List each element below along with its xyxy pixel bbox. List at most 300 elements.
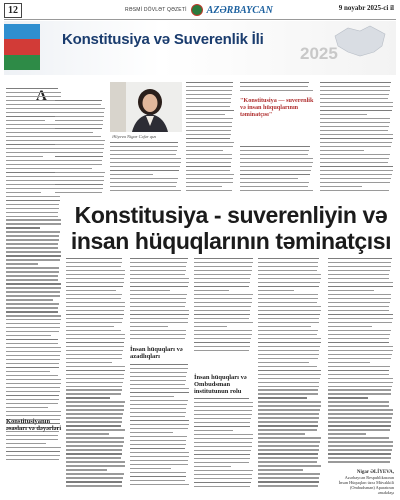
issue-date: 9 noyabr 2025-ci il bbox=[338, 4, 394, 12]
text-line bbox=[6, 439, 58, 440]
text-line bbox=[240, 86, 308, 87]
text-line bbox=[130, 338, 185, 339]
text-line bbox=[66, 477, 123, 478]
text-line bbox=[258, 294, 318, 295]
text-line bbox=[194, 338, 251, 339]
text-line bbox=[6, 120, 45, 121]
text-line bbox=[328, 386, 392, 387]
text-line bbox=[130, 464, 188, 465]
text-line bbox=[6, 223, 61, 224]
text-line bbox=[130, 286, 188, 287]
text-line bbox=[66, 481, 122, 482]
text-line bbox=[6, 347, 61, 348]
text-line bbox=[194, 402, 253, 403]
text-line bbox=[110, 190, 181, 191]
text-line bbox=[328, 433, 366, 434]
text-line bbox=[186, 170, 230, 171]
text-line bbox=[186, 162, 231, 163]
text-line bbox=[66, 421, 122, 422]
text-line bbox=[6, 180, 58, 181]
text-line bbox=[194, 434, 253, 435]
text-line bbox=[6, 227, 40, 228]
text-line bbox=[328, 358, 391, 359]
text-line bbox=[130, 404, 187, 405]
text-line bbox=[320, 190, 389, 191]
text-line bbox=[258, 378, 320, 379]
text-line bbox=[6, 88, 58, 89]
text-line bbox=[194, 486, 250, 487]
text-line bbox=[6, 247, 58, 248]
banner-title: Konstitusiya və Suverenlik İli bbox=[62, 31, 264, 48]
text-line bbox=[328, 350, 393, 351]
text-line bbox=[66, 342, 124, 343]
text-line bbox=[194, 310, 250, 311]
text-line bbox=[258, 318, 319, 319]
text-line bbox=[186, 90, 232, 91]
text-line bbox=[66, 401, 125, 402]
text-line bbox=[66, 386, 122, 387]
text-line bbox=[55, 140, 105, 141]
text-line bbox=[258, 354, 319, 355]
text-line bbox=[258, 417, 319, 418]
column-4 bbox=[194, 258, 254, 354]
text-line bbox=[6, 271, 59, 272]
text-line bbox=[328, 318, 393, 319]
text-line bbox=[258, 481, 319, 482]
text-line bbox=[6, 319, 61, 320]
text-line bbox=[194, 438, 253, 439]
column-2 bbox=[66, 258, 126, 490]
text-line bbox=[6, 255, 61, 256]
text-line bbox=[328, 457, 391, 458]
text-line bbox=[194, 262, 253, 263]
text-line bbox=[130, 364, 188, 365]
text-line bbox=[186, 158, 232, 159]
text-line bbox=[328, 409, 393, 410]
text-line bbox=[110, 146, 178, 147]
text-line bbox=[130, 472, 186, 473]
text-line bbox=[194, 406, 253, 407]
text-line bbox=[328, 441, 393, 442]
text-line bbox=[186, 114, 225, 115]
text-line bbox=[6, 403, 58, 404]
text-line bbox=[66, 366, 125, 367]
text-line bbox=[66, 453, 122, 454]
text-line bbox=[328, 366, 390, 367]
text-line bbox=[194, 334, 252, 335]
text-line bbox=[186, 150, 223, 151]
text-line bbox=[258, 401, 321, 402]
text-line bbox=[186, 106, 230, 107]
text-line bbox=[258, 409, 320, 410]
text-line bbox=[186, 154, 232, 155]
text-line bbox=[194, 350, 249, 351]
text-line bbox=[320, 154, 390, 155]
text-line bbox=[6, 104, 60, 105]
text-line bbox=[130, 468, 171, 469]
article-headline bbox=[66, 202, 396, 254]
text-line bbox=[6, 367, 59, 368]
text-line bbox=[66, 350, 123, 351]
text-line bbox=[130, 420, 189, 421]
text-line bbox=[328, 378, 393, 379]
text-line bbox=[328, 314, 393, 315]
text-line bbox=[258, 286, 319, 287]
text-line bbox=[130, 412, 186, 413]
pull-quote-text: "Konstitusiya — suverenlik və insan hüquqlarının təminatçısı" bbox=[240, 97, 314, 118]
author-signature bbox=[336, 470, 394, 495]
text-line bbox=[66, 417, 122, 418]
headline-line-1: Konstitusiya - suverenliyin və bbox=[74, 202, 388, 228]
subhead-rights: İnsan hüquqları və azadlıqları bbox=[130, 346, 183, 360]
text-line bbox=[194, 286, 249, 287]
text-line bbox=[55, 152, 103, 153]
text-line bbox=[55, 172, 105, 173]
text-line bbox=[258, 421, 318, 422]
text-line bbox=[130, 484, 189, 485]
text-line bbox=[258, 282, 320, 283]
text-line bbox=[186, 138, 230, 139]
text-line bbox=[55, 176, 104, 177]
text-line bbox=[258, 461, 317, 462]
column-1 bbox=[6, 88, 62, 466]
text-line bbox=[66, 298, 121, 299]
text-line bbox=[66, 334, 125, 335]
text-line bbox=[258, 469, 303, 470]
text-line bbox=[258, 310, 321, 311]
text-line bbox=[6, 100, 60, 101]
text-line bbox=[258, 342, 321, 343]
headline-line-2: insan hüquqlarının təminatçısı bbox=[70, 228, 392, 254]
text-line bbox=[194, 458, 250, 459]
text-line bbox=[6, 192, 41, 193]
text-line bbox=[194, 442, 252, 443]
flag-icon bbox=[4, 24, 40, 70]
text-line bbox=[130, 330, 186, 331]
text-line bbox=[328, 382, 393, 383]
text-line bbox=[328, 374, 389, 375]
text-line bbox=[55, 124, 103, 125]
text-line bbox=[55, 180, 104, 181]
text-line bbox=[194, 470, 253, 471]
text-line bbox=[66, 413, 123, 414]
text-line bbox=[6, 379, 61, 380]
text-line bbox=[258, 258, 319, 259]
text-line bbox=[186, 98, 231, 99]
text-line bbox=[6, 259, 60, 260]
text-line bbox=[328, 294, 391, 295]
text-line bbox=[6, 287, 61, 288]
text-line bbox=[6, 267, 59, 268]
text-line bbox=[328, 258, 392, 259]
text-line bbox=[328, 302, 390, 303]
text-line bbox=[328, 429, 390, 430]
text-line bbox=[66, 286, 123, 287]
text-line bbox=[194, 318, 249, 319]
text-line bbox=[258, 429, 317, 430]
text-line bbox=[194, 298, 252, 299]
text-line bbox=[328, 437, 389, 438]
text-line bbox=[240, 162, 313, 163]
subhead-foundations: Konstitusiyanın əsasları və dəyərləri bbox=[6, 418, 62, 432]
text-line bbox=[240, 158, 313, 159]
text-line bbox=[55, 112, 104, 113]
text-line bbox=[328, 274, 389, 275]
text-line bbox=[240, 154, 308, 155]
text-line bbox=[186, 190, 232, 191]
text-line bbox=[194, 346, 250, 347]
text-line bbox=[258, 397, 307, 398]
text-line bbox=[66, 405, 124, 406]
text-line bbox=[130, 278, 189, 279]
text-line bbox=[130, 298, 186, 299]
text-line bbox=[66, 314, 124, 315]
text-line bbox=[194, 270, 252, 271]
text-line bbox=[258, 370, 321, 371]
text-line bbox=[130, 334, 186, 335]
text-line bbox=[328, 298, 391, 299]
text-line bbox=[66, 469, 107, 470]
text-line bbox=[130, 258, 188, 259]
text-line bbox=[6, 339, 58, 340]
masthead bbox=[125, 3, 285, 17]
text-line bbox=[240, 190, 313, 191]
text-line bbox=[258, 346, 320, 347]
text-line bbox=[55, 144, 104, 145]
text-line bbox=[6, 383, 61, 384]
text-line bbox=[186, 86, 233, 87]
text-line bbox=[258, 270, 317, 271]
text-line bbox=[320, 182, 390, 183]
text-line bbox=[6, 411, 61, 412]
text-line bbox=[110, 178, 178, 179]
text-line bbox=[6, 243, 58, 244]
column-4-top bbox=[186, 82, 234, 196]
text-line bbox=[130, 384, 185, 385]
text-line bbox=[186, 134, 231, 135]
text-line bbox=[320, 178, 391, 179]
text-line bbox=[194, 466, 231, 467]
text-line bbox=[66, 266, 121, 267]
text-line bbox=[320, 158, 389, 159]
text-line bbox=[258, 322, 319, 323]
text-line bbox=[328, 445, 393, 446]
signature-name: Nigar ƏLİYEVA, bbox=[356, 470, 394, 475]
text-line bbox=[258, 445, 319, 446]
text-line bbox=[6, 108, 59, 109]
text-line bbox=[240, 150, 309, 151]
text-line bbox=[6, 136, 60, 137]
text-line bbox=[328, 453, 391, 454]
text-line bbox=[328, 282, 393, 283]
text-line bbox=[194, 290, 229, 291]
text-line bbox=[258, 326, 311, 327]
text-line bbox=[258, 393, 318, 394]
text-line bbox=[258, 386, 319, 387]
text-line bbox=[194, 322, 253, 323]
text-line bbox=[66, 485, 122, 486]
text-line bbox=[194, 274, 251, 275]
text-line bbox=[6, 216, 58, 217]
text-line bbox=[328, 413, 393, 414]
text-line bbox=[6, 164, 60, 165]
text-line bbox=[258, 334, 317, 335]
text-line bbox=[66, 358, 122, 359]
text-line bbox=[258, 405, 321, 406]
text-line bbox=[130, 306, 185, 307]
text-line bbox=[66, 294, 122, 295]
text-line bbox=[258, 453, 318, 454]
text-line bbox=[328, 362, 370, 363]
text-line bbox=[258, 262, 318, 263]
text-line bbox=[6, 311, 58, 312]
text-line bbox=[66, 382, 123, 383]
text-line bbox=[258, 485, 318, 486]
column-3-top bbox=[110, 142, 182, 196]
text-line bbox=[186, 182, 233, 183]
banner-year: 2025 bbox=[300, 44, 338, 63]
text-line bbox=[6, 188, 61, 189]
text-line bbox=[6, 116, 58, 117]
text-line bbox=[110, 170, 179, 171]
text-line bbox=[258, 374, 321, 375]
text-line bbox=[258, 274, 321, 275]
text-line bbox=[258, 425, 318, 426]
text-line bbox=[320, 162, 388, 163]
text-line bbox=[194, 430, 233, 431]
text-line bbox=[130, 416, 185, 417]
text-line bbox=[55, 188, 103, 189]
text-line bbox=[55, 148, 104, 149]
text-line bbox=[66, 465, 125, 466]
signature-line: (Ombudsman) Aparatının bbox=[349, 485, 394, 490]
text-line bbox=[55, 136, 101, 137]
text-line bbox=[6, 263, 38, 264]
text-line bbox=[66, 270, 125, 271]
text-line bbox=[320, 170, 393, 171]
text-line bbox=[258, 290, 294, 291]
text-line bbox=[55, 132, 93, 133]
text-line bbox=[6, 208, 59, 209]
text-line bbox=[194, 482, 251, 483]
text-line bbox=[258, 298, 318, 299]
text-line bbox=[6, 459, 59, 460]
text-line bbox=[328, 389, 391, 390]
text-line bbox=[66, 354, 122, 355]
text-line bbox=[6, 196, 60, 197]
text-line bbox=[6, 355, 60, 356]
text-line bbox=[6, 359, 60, 360]
column-4-bottom bbox=[194, 398, 254, 490]
text-line bbox=[6, 451, 60, 452]
text-line bbox=[6, 144, 59, 145]
text-line bbox=[328, 405, 389, 406]
text-line bbox=[328, 338, 389, 339]
text-line bbox=[55, 184, 103, 185]
column-6 bbox=[328, 258, 394, 468]
text-line bbox=[130, 314, 189, 315]
text-line bbox=[328, 278, 389, 279]
text-line bbox=[328, 334, 390, 335]
text-line bbox=[194, 266, 252, 267]
text-line bbox=[130, 290, 170, 291]
text-line bbox=[328, 290, 374, 291]
column-5 bbox=[258, 258, 322, 490]
text-line bbox=[6, 363, 59, 364]
column-3 bbox=[130, 258, 190, 342]
text-line bbox=[258, 330, 318, 331]
text-line bbox=[194, 302, 252, 303]
text-line bbox=[258, 366, 317, 367]
text-line bbox=[328, 310, 389, 311]
text-line bbox=[328, 346, 393, 347]
text-line bbox=[55, 100, 102, 101]
column-5-mid bbox=[240, 146, 314, 196]
text-line bbox=[66, 282, 124, 283]
text-line bbox=[328, 421, 391, 422]
text-line bbox=[320, 130, 388, 131]
text-line bbox=[110, 166, 180, 167]
signature-line: əməkdaşı bbox=[377, 490, 394, 495]
column-5-top bbox=[240, 82, 314, 96]
text-line bbox=[328, 306, 389, 307]
text-line bbox=[320, 138, 393, 139]
text-line bbox=[186, 82, 233, 83]
text-line bbox=[130, 274, 185, 275]
text-line bbox=[320, 110, 392, 111]
text-line bbox=[66, 278, 124, 279]
column-3-bottom bbox=[130, 364, 190, 490]
text-line bbox=[130, 436, 187, 437]
text-line bbox=[194, 258, 253, 259]
text-line bbox=[186, 142, 234, 143]
text-line bbox=[66, 346, 124, 347]
text-line bbox=[6, 212, 58, 213]
text-line bbox=[130, 456, 189, 457]
text-line bbox=[6, 168, 60, 169]
text-line bbox=[186, 94, 232, 95]
subhead-ombudsman: İnsan hüquqları və Ombudsman institutunun rolu bbox=[194, 374, 247, 395]
text-line bbox=[194, 306, 251, 307]
text-line bbox=[66, 306, 125, 307]
text-line bbox=[6, 443, 46, 444]
author-photo bbox=[110, 82, 182, 132]
newspaper-name: AZƏRBAYCAN bbox=[206, 4, 273, 16]
text-line bbox=[240, 178, 298, 179]
text-line bbox=[194, 454, 250, 455]
text-line bbox=[186, 126, 232, 127]
text-line bbox=[130, 408, 186, 409]
text-line bbox=[320, 102, 393, 103]
text-line bbox=[6, 343, 58, 344]
text-line bbox=[240, 146, 310, 147]
signature-line: Azərbaycan Respublikasının bbox=[344, 475, 394, 480]
header-divider bbox=[4, 19, 396, 20]
text-line bbox=[6, 315, 61, 316]
text-line bbox=[66, 445, 123, 446]
signature-line: İnsan Hüquqları üzrə Müvəkkili bbox=[338, 480, 394, 485]
text-line bbox=[66, 326, 114, 327]
text-line bbox=[6, 387, 60, 388]
text-line bbox=[6, 391, 60, 392]
text-line bbox=[194, 478, 252, 479]
text-line bbox=[258, 302, 317, 303]
text-line bbox=[194, 398, 249, 399]
text-line bbox=[130, 444, 186, 445]
text-line bbox=[258, 314, 320, 315]
text-line bbox=[130, 424, 189, 425]
text-line bbox=[6, 299, 53, 300]
